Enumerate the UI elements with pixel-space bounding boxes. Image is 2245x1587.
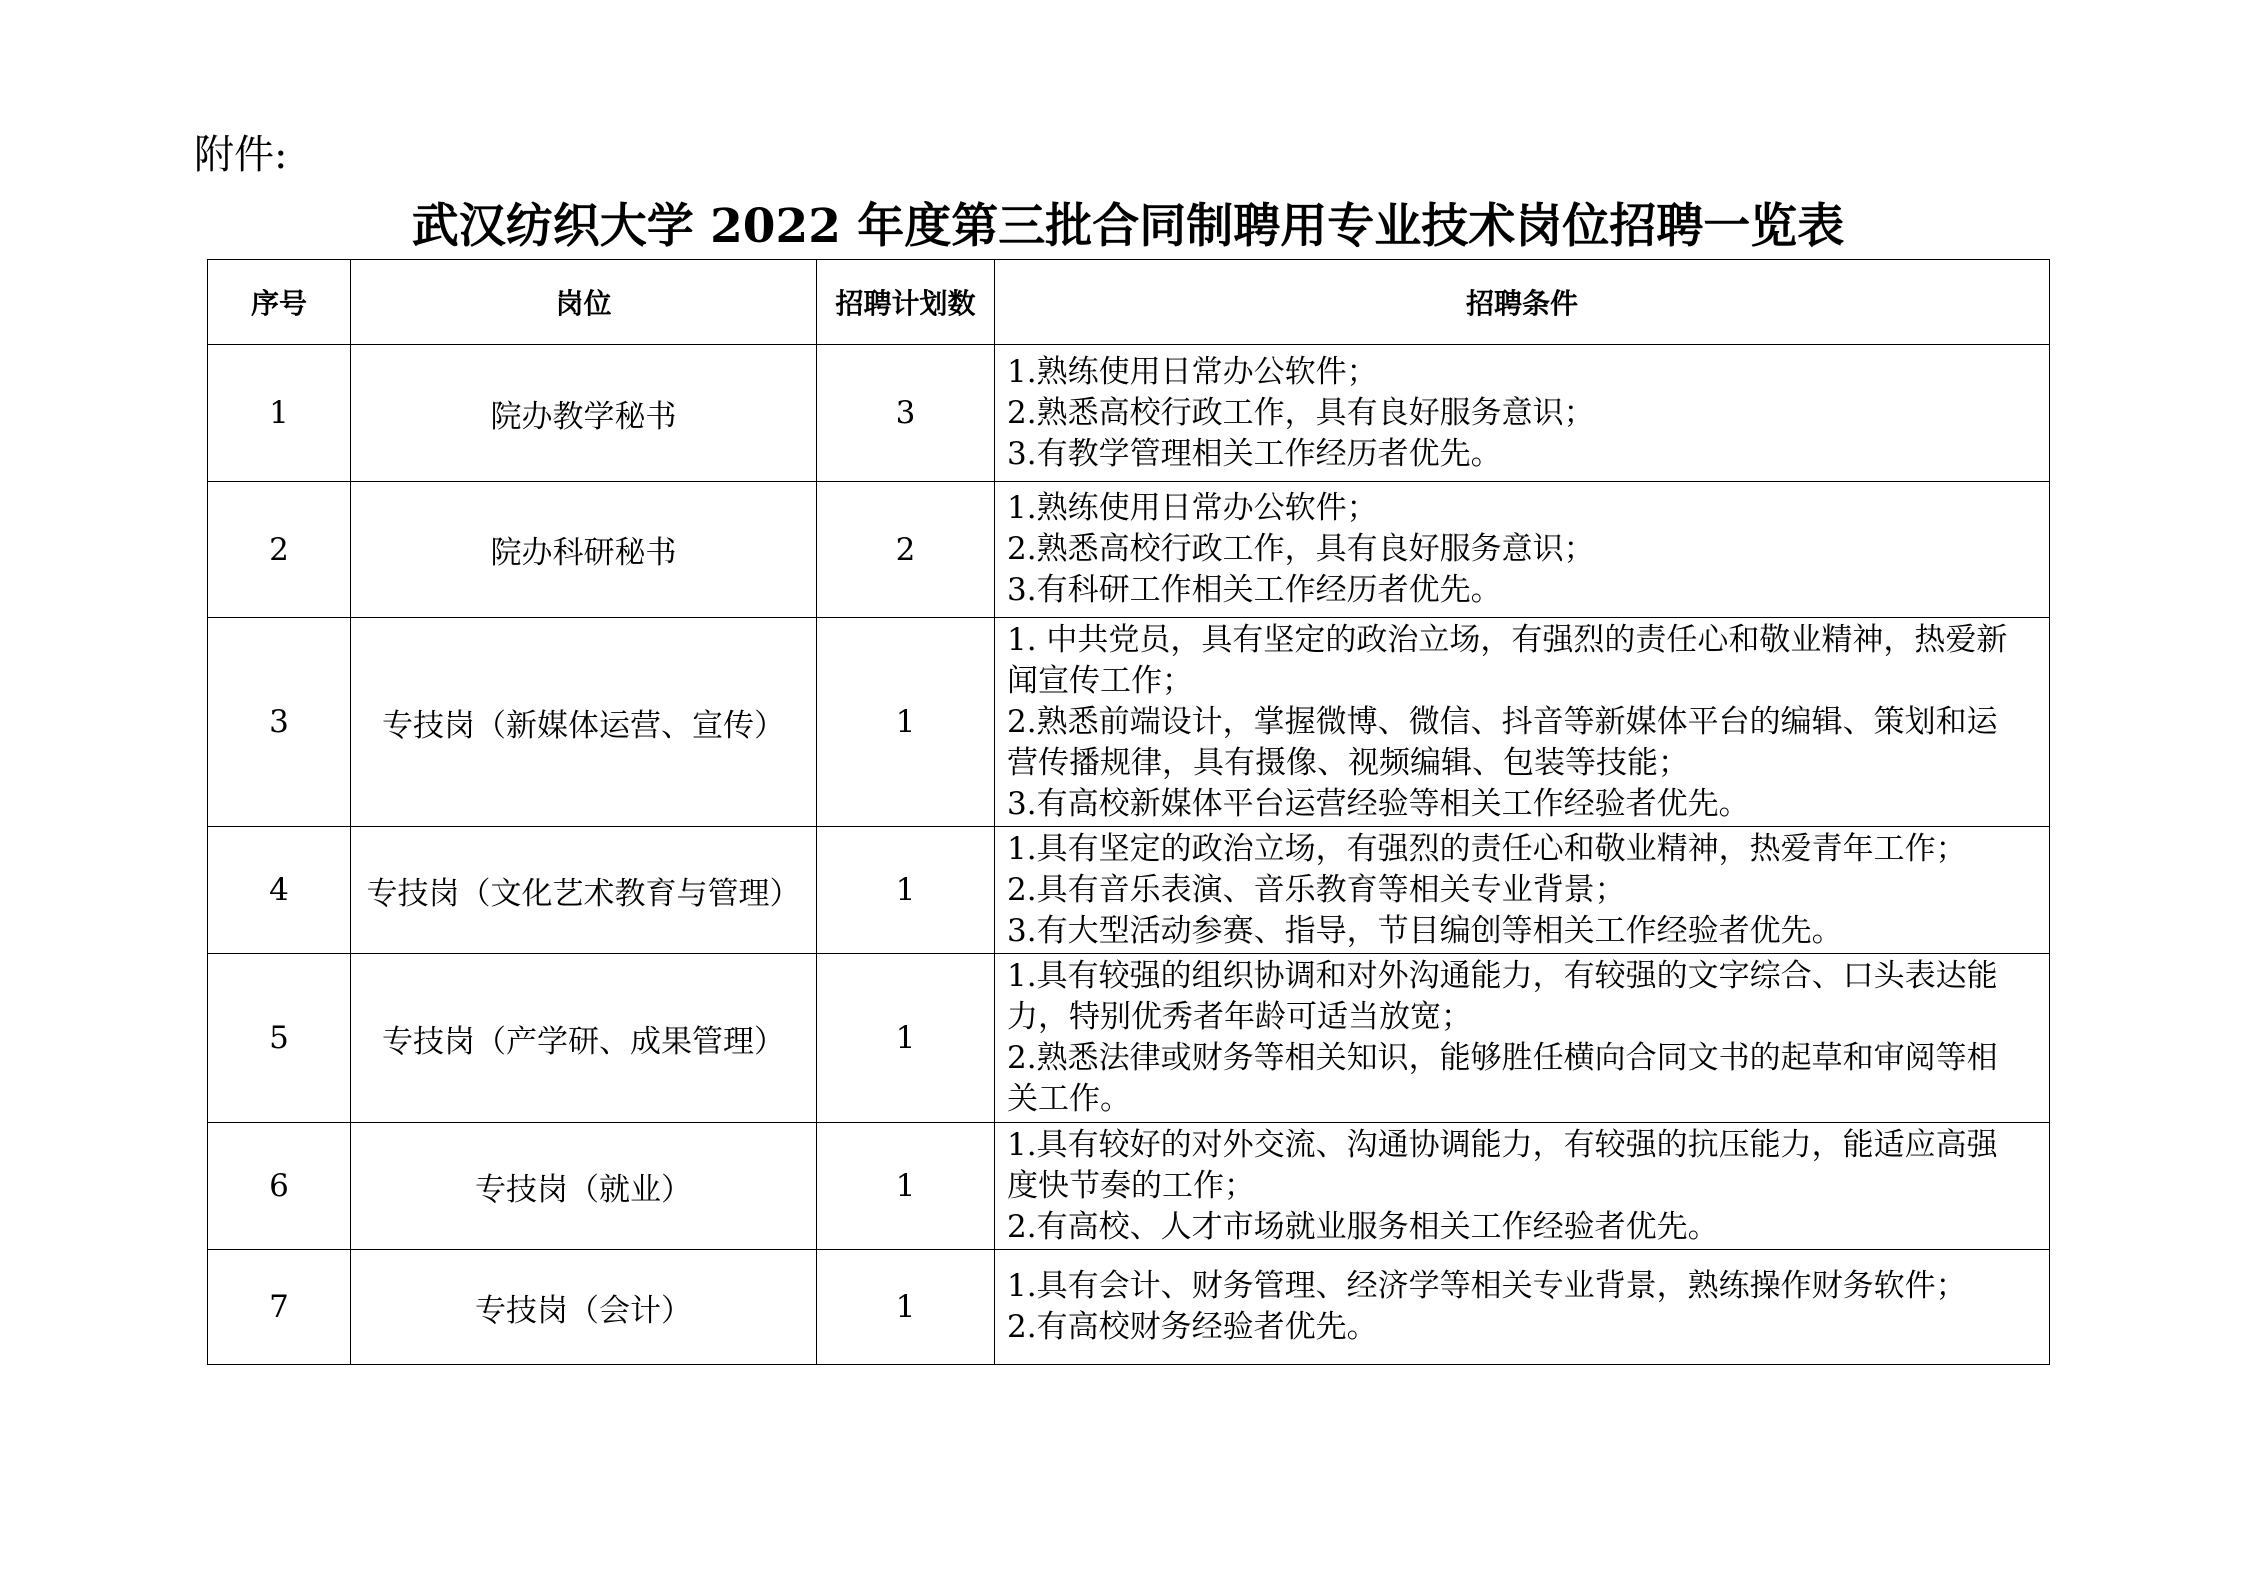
requirement-line: 1. 中共党员，具有坚定的政治立场，有强烈的责任心和敬业精神，热爱新 <box>1007 621 2008 658</box>
row-requirements <box>995 1250 2050 1365</box>
row-position: 专技岗（会计） <box>351 1250 817 1365</box>
header-index: 序号 <box>208 260 351 345</box>
row-position: 专技岗（就业） <box>351 1123 817 1250</box>
row-quota: 1 <box>817 1123 995 1250</box>
row-position: 专技岗（新媒体运营、宣传） <box>351 618 817 827</box>
requirement-line: 3.有高校新媒体平台运营经验等相关工作经验者优先。 <box>1007 785 1750 822</box>
requirement-line: 1.具有较好的对外交流、沟通协调能力，有较强的抗压能力，能适应高强 <box>1007 1126 1998 1163</box>
row-requirements <box>995 482 2050 618</box>
requirement-line: 2.具有音乐表演、音乐教育等相关专业背景； <box>1007 871 1626 908</box>
row-index: 4 <box>208 827 351 954</box>
row-requirements <box>995 1123 2050 1250</box>
row-index: 1 <box>208 345 351 482</box>
requirement-line: 2.熟悉高校行政工作，具有良好服务意识； <box>1007 531 1595 567</box>
requirement-line: 1.熟练使用日常办公软件； <box>1007 490 1378 526</box>
table-row <box>208 482 2050 618</box>
row-index: 2 <box>208 482 351 618</box>
row-position: 专技岗（产学研、成果管理） <box>351 954 817 1123</box>
row-quota: 3 <box>817 345 995 482</box>
row-quota: 1 <box>817 954 995 1123</box>
table-row <box>208 827 2050 954</box>
row-quota: 1 <box>817 618 995 827</box>
requirement-line: 1.具有坚定的政治立场，有强烈的责任心和敬业精神，热爱青年工作； <box>1007 830 1967 867</box>
recruitment-table <box>207 259 2050 1365</box>
header-quota: 招聘计划数 <box>817 260 995 345</box>
row-index: 5 <box>208 954 351 1123</box>
requirement-line: 3.有科研工作相关工作经历者优先。 <box>1007 572 1502 608</box>
row-requirements <box>995 827 2050 954</box>
table-row <box>208 1250 2050 1365</box>
table-row <box>208 618 2050 827</box>
document-title: 武汉纺织大学 2022 年度第三批合同制聘用专业技术岗位招聘一览表 <box>411 199 1845 254</box>
requirement-line: 关工作。 <box>1007 1081 1131 1117</box>
row-requirements <box>995 345 2050 482</box>
row-position: 院办科研秘书 <box>351 482 817 618</box>
requirement-line: 度快节奏的工作； <box>1007 1167 1255 1204</box>
attachment-label: 附件: <box>194 132 288 178</box>
row-position: 院办教学秘书 <box>351 345 817 482</box>
row-quota: 1 <box>817 827 995 954</box>
requirement-line: 1.具有较强的组织协调和对外沟通能力，有较强的文字综合、口头表达能 <box>1007 958 1998 994</box>
requirement-line: 3.有教学管理相关工作经历者优先。 <box>1007 435 1502 472</box>
row-quota: 2 <box>817 482 995 618</box>
row-quota: 1 <box>817 1250 995 1365</box>
row-index: 3 <box>208 618 351 827</box>
requirement-line: 2.熟悉高校行政工作，具有良好服务意识； <box>1007 394 1595 431</box>
table-row <box>208 1123 2050 1250</box>
requirement-line: 2.有高校、人才市场就业服务相关工作经验者优先。 <box>1007 1208 1719 1245</box>
requirement-line: 1.具有会计、财务管理、经济学等相关专业背景，熟练操作财务软件； <box>1007 1268 1967 1304</box>
row-index: 7 <box>208 1250 351 1365</box>
requirement-line: 2.熟悉法律或财务等相关知识，能够胜任横向合同文书的起草和审阅等相 <box>1007 1040 1998 1076</box>
row-requirements <box>995 954 2050 1123</box>
header-requirements: 招聘条件 <box>995 260 2050 345</box>
requirement-line: 3.有大型活动参赛、指导，节目编创等相关工作经验者优先。 <box>1007 912 1843 949</box>
table-row <box>208 345 2050 482</box>
row-position: 专技岗（文化艺术教育与管理） <box>351 827 817 954</box>
table-header-row <box>208 260 2050 345</box>
row-index: 6 <box>208 1123 351 1250</box>
header-position: 岗位 <box>351 260 817 345</box>
table-row <box>208 954 2050 1123</box>
requirement-line: 2.有高校财务经验者优先。 <box>1007 1309 1378 1345</box>
requirement-line: 力，特别优秀者年龄可适当放宽； <box>1007 999 1472 1035</box>
requirement-line: 2.熟悉前端设计，掌握微博、微信、抖音等新媒体平台的编辑、策划和运 <box>1007 703 1998 740</box>
requirement-line: 营传播规律，具有摄像、视频编辑、包装等技能； <box>1007 744 1689 781</box>
requirement-line: 1.熟练使用日常办公软件； <box>1007 353 1378 390</box>
row-requirements <box>995 618 2050 827</box>
requirement-line: 闻宣传工作； <box>1007 662 1193 699</box>
